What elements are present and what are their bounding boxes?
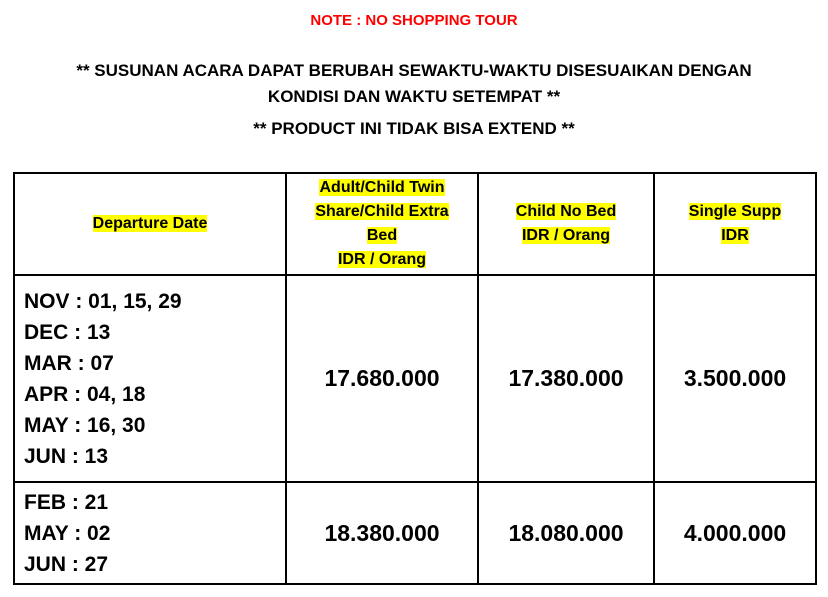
- header-adult-line: Adult/Child Twin: [319, 179, 445, 196]
- departure-date: FEB : 21: [24, 490, 109, 514]
- departure-date: JUN : 27: [24, 552, 109, 576]
- adult-price-cell: 18.380.000: [286, 482, 478, 584]
- header-departure-label: Departure Date: [92, 215, 208, 232]
- remark-line-2: KONDISI DAN WAKTU SETEMPAT **: [267, 87, 561, 106]
- departure-date: DEC : 13: [24, 320, 111, 344]
- child-no-bed-price-cell: 18.080.000: [478, 482, 654, 584]
- departure-dates-cell: [14, 275, 286, 482]
- single-supp-price-cell: 3.500.000: [654, 275, 816, 482]
- departure-date: NOV : 01, 15, 29: [24, 289, 182, 313]
- single-supp-price-cell: 4.000.000: [654, 482, 816, 584]
- header-adult-line: Share/Child Extra: [315, 203, 449, 220]
- departure-date: MAY : 16, 30: [24, 413, 146, 437]
- header-single-line: Single Supp: [688, 203, 782, 220]
- header-adult-line: IDR / Orang: [337, 251, 426, 268]
- departure-date: MAR : 07: [24, 351, 114, 375]
- note-no-shopping: NOTE : NO SHOPPING TOUR: [310, 12, 518, 29]
- departure-date: JUN : 13: [24, 444, 109, 468]
- remark-line-1: ** SUSUNAN ACARA DAPAT BERUBAH SEWAKTU-WAKTU DISESUAIKAN DENGAN: [76, 61, 752, 80]
- table-row: [14, 482, 816, 584]
- header-adult-line: Bed: [366, 227, 398, 244]
- departure-dates-cell: [14, 482, 286, 584]
- header-child-line: IDR / Orang: [521, 227, 610, 244]
- departure-date: MAY : 02: [24, 521, 111, 545]
- header-single-line: IDR: [721, 227, 749, 244]
- child-no-bed-price-cell: 17.380.000: [478, 275, 654, 482]
- header-child-line: Child No Bed: [515, 203, 617, 220]
- departure-date: APR : 04, 18: [24, 382, 146, 406]
- adult-price-cell: 17.680.000: [286, 275, 478, 482]
- header-departure-date: [14, 173, 286, 275]
- itinerary-change-remark: [0, 58, 828, 110]
- header-adult-price: [286, 173, 478, 275]
- header-single-supp: [654, 173, 816, 275]
- table-header-row: [14, 173, 816, 275]
- table-row: [14, 275, 816, 482]
- header-child-no-bed: [478, 173, 654, 275]
- price-table: [13, 172, 817, 585]
- no-extend-remark: ** PRODUCT INI TIDAK BISA EXTEND **: [253, 119, 575, 138]
